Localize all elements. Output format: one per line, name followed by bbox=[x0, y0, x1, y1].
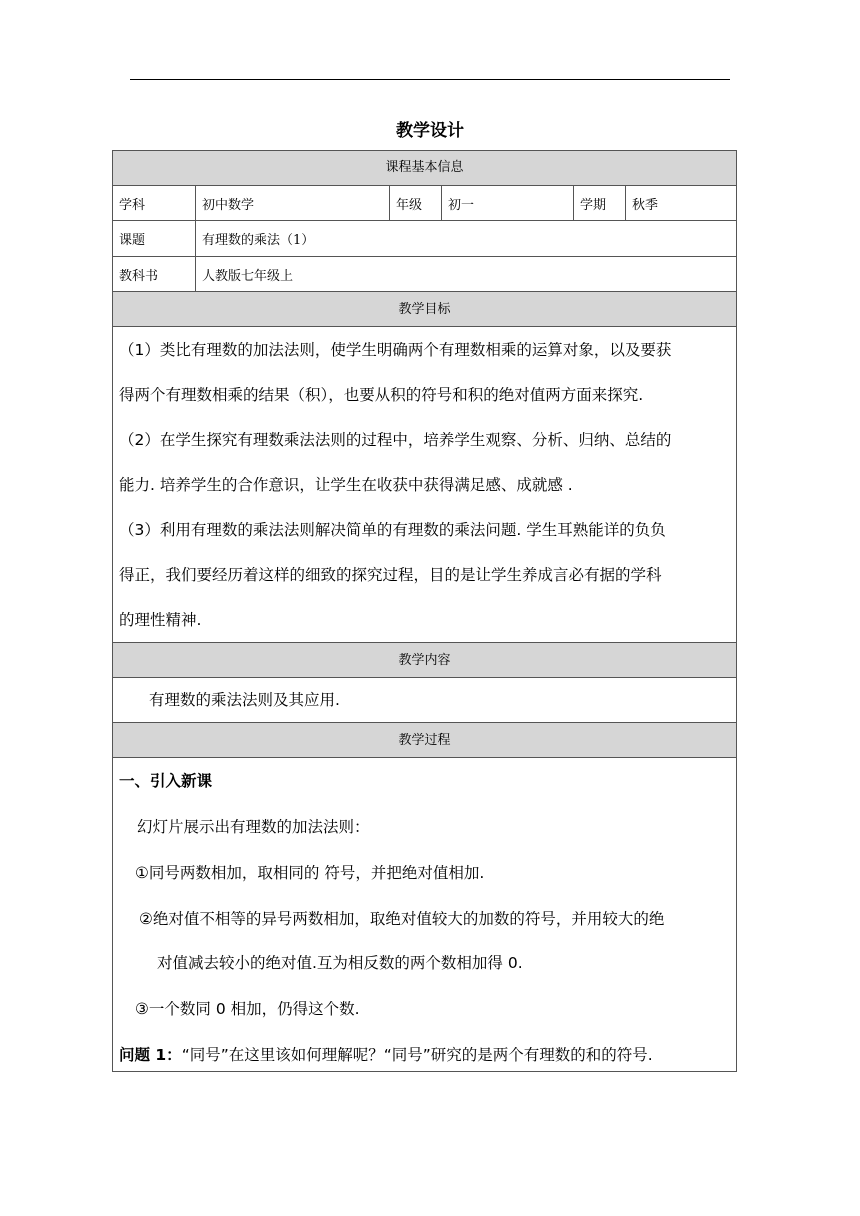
section-content: 教学内容 bbox=[113, 642, 736, 677]
objective-line: 得正，我们要经历着这样的细致的探究过程，目的是让学生养成言必有据的学科 bbox=[119, 566, 662, 584]
lesson-table bbox=[112, 150, 737, 1072]
grade-label: 年级 bbox=[389, 186, 441, 220]
objective-line: （2）在学生探究有理数乘法法则的过程中，培养学生观察、分析、归纳、总结的 bbox=[119, 431, 672, 449]
info-row-topic bbox=[113, 220, 736, 256]
top-rule bbox=[130, 79, 730, 80]
question-1 bbox=[119, 1032, 732, 1078]
objective-line: 得两个有理数相乘的结果（积），也要从积的符号和积的绝对值两方面来探究. bbox=[119, 386, 644, 404]
objectives-body bbox=[113, 326, 736, 642]
info-row-subject bbox=[113, 185, 736, 220]
question-label: 问题 1： bbox=[119, 1046, 182, 1064]
content-body bbox=[113, 677, 736, 722]
grade-value: 初一 bbox=[441, 186, 573, 220]
process-heading: 一、引入新课 bbox=[119, 772, 213, 790]
section-process: 教学过程 bbox=[113, 722, 736, 757]
textbook-value: 人教版七年级上 bbox=[195, 257, 736, 291]
topic-label: 课题 bbox=[119, 233, 146, 248]
subject-value: 初中数学 bbox=[195, 186, 389, 220]
info-row-textbook bbox=[113, 256, 736, 291]
topic-value: 有理数的乘法（1） bbox=[195, 221, 736, 256]
objective-line: 的理性精神. bbox=[119, 611, 202, 629]
term-value: 秋季 bbox=[625, 186, 736, 220]
term-label: 学期 bbox=[573, 186, 625, 220]
addition-rule-1: ①同号两数相加，取相同的 符号，并把绝对值相加. bbox=[135, 864, 485, 882]
section-basic-info: 课程基本信息 bbox=[113, 151, 736, 185]
objective-line: （3）利用有理数的乘法法则解决简单的有理数的乘法问题. 学生耳熟能详的负负 bbox=[119, 521, 666, 539]
addition-rule-2-cont: 对值减去较小的绝对值.互为相反数的两个数相加得 0. bbox=[157, 954, 523, 972]
document-title: 教学设计 bbox=[396, 121, 464, 141]
process-intro: 幻灯片展示出有理数的加法法则： bbox=[137, 818, 370, 836]
addition-rule-3: ③一个数同 0 相加，仍得这个数. bbox=[135, 1000, 360, 1018]
addition-rule-2: ②绝对值不相等的异号两数相加，取绝对值较大的加数的符号，并用较大的绝 bbox=[139, 910, 665, 928]
section-objectives: 教学目标 bbox=[113, 291, 736, 326]
question-text: “同号”在这里该如何理解呢？“同号”研究的是两个有理数的和的符号. bbox=[181, 1046, 653, 1064]
process-body bbox=[113, 757, 736, 1071]
content-text: 有理数的乘法法则及其应用. bbox=[149, 691, 340, 709]
objective-line: 能力. 培养学生的合作意识，让学生在收获中获得满足感、成就感 . bbox=[119, 476, 573, 494]
subject-label: 学科 bbox=[119, 197, 146, 213]
textbook-label: 教科书 bbox=[119, 268, 159, 284]
objective-line: （1）类比有理数的加法法则，使学生明确两个有理数相乘的运算对象，以及要获 bbox=[119, 341, 672, 359]
